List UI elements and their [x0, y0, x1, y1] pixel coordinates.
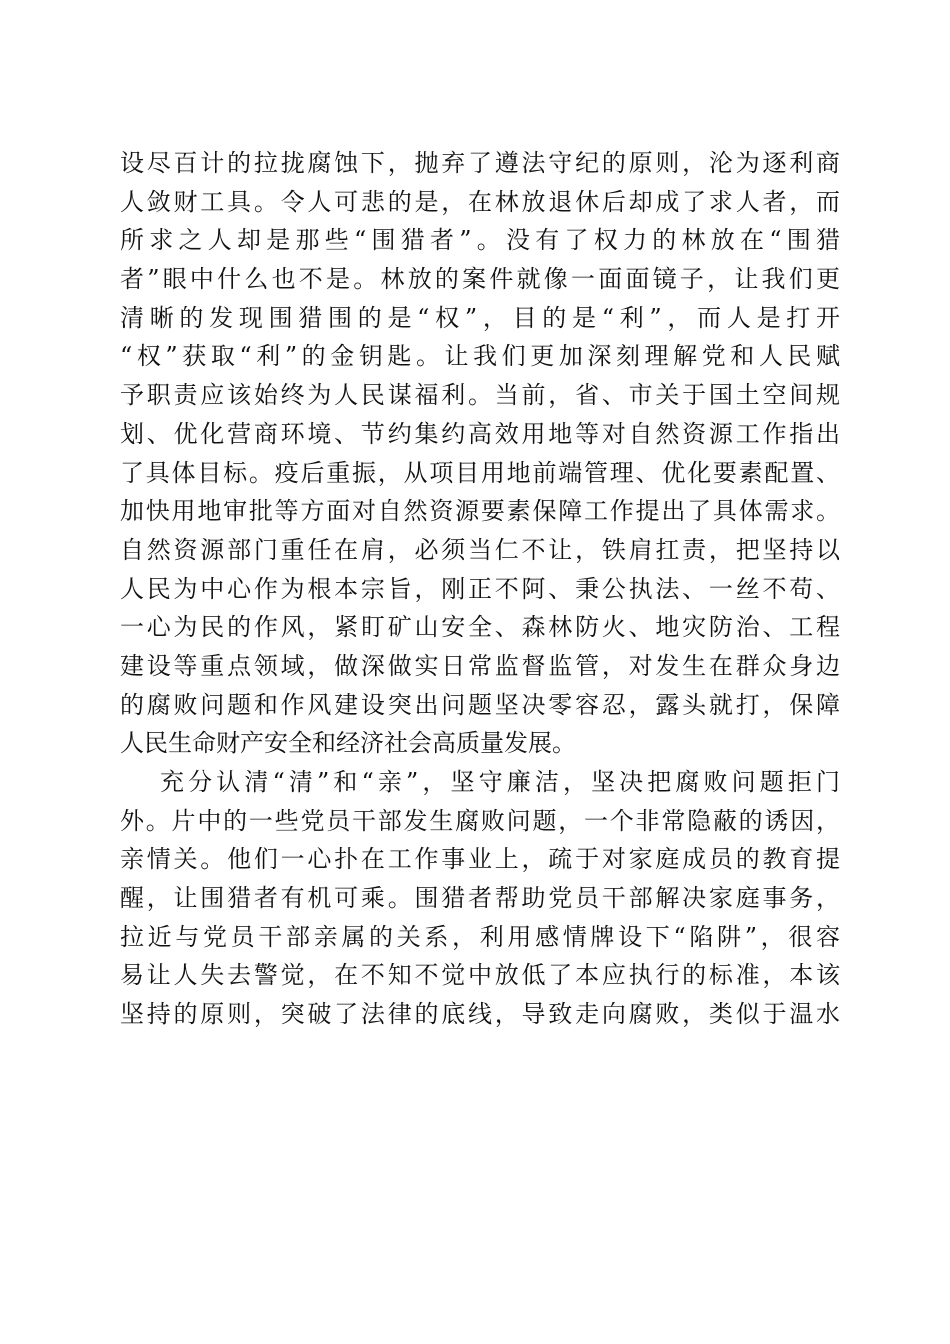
text-line: “权”获取“利”的金钥匙。让我们更加深刻理解党和人民赋	[120, 342, 840, 371]
text-line: 加快用地审批等方面对自然资源要素保障工作提出了具体需求。	[120, 497, 840, 526]
text-line: 者”眼中什么也不是。林放的案件就像一面面镜子，让我们更	[120, 265, 840, 294]
text-line: 一心为民的作风，紧盯矿山安全、森林防火、地灾防治、工程	[120, 613, 840, 642]
text-line: 建设等重点领域，做深做实日常监督监管，对发生在群众身边	[120, 651, 840, 680]
body-text	[120, 144, 840, 1034]
text-line: 充分认清“清”和“亲”，坚守廉洁，坚决把腐败问题拒门	[160, 768, 840, 796]
text-line: 人民生命财产安全和经济社会高质量发展。	[120, 729, 576, 758]
text-line: 人民为中心作为根本宗旨，刚正不阿、秉公执法、一丝不苟、	[120, 574, 840, 603]
text-line: 亲情关。他们一心扑在工作事业上，疏于对家庭成员的教育提	[120, 845, 840, 874]
text-line: 醒，让围猎者有机可乘。围猎者帮助党员干部解决家庭事务，	[120, 884, 840, 913]
text-line: 坚持的原则，突破了法律的底线，导致走向腐败，类似于温水	[120, 1000, 840, 1029]
text-line: 清晰的发现围猎围的是“权”，目的是“利”，而人是打开	[120, 303, 840, 332]
text-line: 人敛财工具。令人可悲的是，在林放退休后却成了求人者，而	[120, 187, 840, 216]
paragraph-2	[120, 763, 840, 1034]
text-line: 易让人失去警觉，在不知不觉中放低了本应执行的标准，本该	[120, 961, 840, 990]
text-line: 外。片中的一些党员干部发生腐败问题，一个非常隐蔽的诱因，	[120, 806, 840, 835]
text-line: 划、优化营商环境、节约集约高效用地等对自然资源工作指出	[120, 419, 840, 448]
text-line: 予职责应该始终为人民谋福利。当前，省、市关于国土空间规	[120, 381, 840, 410]
text-line: 的腐败问题和作风建设突出问题坚决零容忍，露头就打，保障	[120, 690, 840, 719]
text-line: 了具体目标。疫后重振，从项目用地前端管理、优化要素配置、	[120, 458, 840, 487]
text-line: 设尽百计的拉拢腐蚀下，抛弃了遵法守纪的原则，沦为逐利商	[120, 149, 840, 177]
paragraph-1	[120, 144, 840, 763]
text-line: 所求之人却是那些“围猎者”。没有了权力的林放在“围猎	[120, 226, 840, 255]
text-line: 自然资源部门重任在肩，必须当仁不让，铁肩扛责，把坚持以	[120, 535, 840, 564]
text-line: 拉近与党员干部亲属的关系，利用感情牌设下“陷阱”，很容	[120, 922, 840, 951]
